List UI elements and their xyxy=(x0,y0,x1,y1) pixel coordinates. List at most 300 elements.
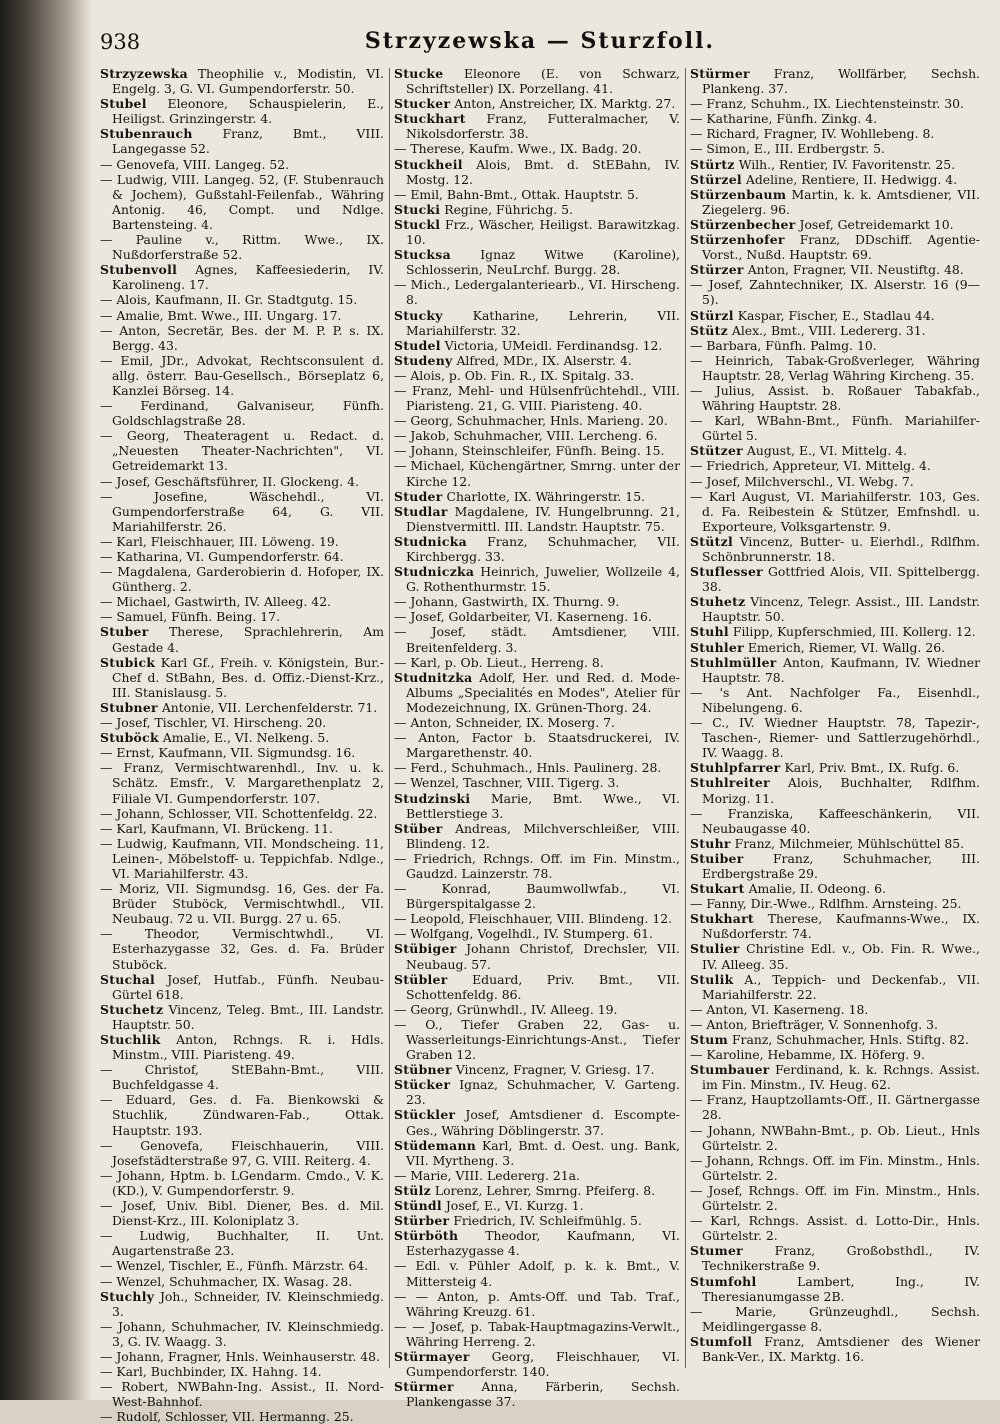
entry-details: Franz, Wollfärber, Sechsh. Plankeng. 37. xyxy=(702,66,980,97)
entry-details: — Johann, Hptm. b. LGendarm. Cmdo., V. K. (KD.), V. Gumpendorferstr. 9. xyxy=(100,1167,384,1198)
entry-details: Victoria, UMeidl. Ferdinandsg. 12. xyxy=(440,337,663,353)
entry-details: Franz, Futteralmacher, V. Nikolsdorferstr. 38. xyxy=(406,111,680,142)
directory-entry xyxy=(394,911,680,926)
entry-details: Franz, Schuhmacher, III. Erdbergstraße 29. xyxy=(702,850,980,881)
entry-details: — Georg, Schuhmacher, Hnls. Marieng. 20. xyxy=(394,413,668,429)
directory-entry xyxy=(394,1138,680,1168)
entry-surname: Stum xyxy=(690,1032,728,1047)
entry-details: A., Teppich- und Deckenfab., VII. Mariahilferstr. 22. xyxy=(702,971,980,1002)
book-gutter xyxy=(0,0,92,1400)
entry-surname: Stulier xyxy=(690,941,740,957)
directory-entry xyxy=(690,806,980,836)
entry-surname: Stübler xyxy=(394,971,448,987)
entry-details: — Karl, p. Ob. Lieut., Herreng. 8. xyxy=(394,654,604,670)
entry-details: Georg, Fleischhauer, VI. Gumpendorferstr. 140. xyxy=(406,1348,680,1380)
directory-entry xyxy=(690,1062,980,1092)
entry-surname: Studnitzka xyxy=(394,669,473,685)
directory-entry xyxy=(100,1228,384,1258)
directory-entry xyxy=(690,383,980,413)
entry-details: Eduard, Priv. Bmt., VII. Schottenfeldg. 86. xyxy=(406,971,680,1002)
entry-details: — — Anton, p. Amts-Off. und Tab. Traf., Währing Kreuzg. 61. xyxy=(394,1288,680,1319)
directory-entry xyxy=(100,972,384,1002)
directory-entry xyxy=(690,96,980,111)
entry-surname: Stücker xyxy=(394,1077,451,1093)
entry-details: Katharine, Lehrerin, VII. Mariahilferstr. 32. xyxy=(406,307,680,338)
entry-details: Anna, Färberin, Sechsh. Plankengasse 37. xyxy=(406,1379,680,1410)
entry-details: Martin, k. k. Amtsdiener, VII. Ziegelerg. 96. xyxy=(702,186,980,217)
entry-details: — Ferdinand, Galvaniseur, Fünfh. Goldschlagstraße 28. xyxy=(100,398,384,429)
directory-entry xyxy=(100,534,384,549)
directory-entry xyxy=(394,609,680,624)
directory-entry xyxy=(100,926,384,971)
directory-entry xyxy=(394,308,680,338)
entry-details: — O., Tiefer Graben 22, Gas- u. Wasserleitungs-Einrichtungs-Anst., Tiefer Graben 12. xyxy=(394,1016,680,1063)
entry-details: Anton, Fragner, VII. Neustiftg. 48. xyxy=(743,262,964,278)
entry-details: — Eduard, Ges. d. Fa. Bienkowski & Stuchlik, Zündwaren-Fab., Ottak. Hauptstr. 193. xyxy=(100,1092,384,1138)
directory-entry xyxy=(690,474,980,489)
directory-entry xyxy=(100,232,384,262)
column-divider xyxy=(389,68,390,1368)
entry-details: — Johann, Schuhmacher, IV. Kleinschmiedg. 3, G. IV. Waagg. 3. xyxy=(100,1318,384,1349)
directory-entry xyxy=(394,202,680,217)
directory-entry xyxy=(100,1168,384,1198)
entry-details: — Josef, Milchverschl., VI. Webg. 7. xyxy=(690,473,914,489)
entry-details: — Anton, Schneider, IX. Moserg. 7. xyxy=(394,715,615,731)
directory-entry xyxy=(100,1002,384,1032)
entry-details: — Konrad, Baumwollwfab., VI. Bürgerspitalgasse 2. xyxy=(394,881,680,912)
entry-details: Wilh., Rentier, IV. Favoritenstr. 25. xyxy=(734,156,956,172)
entry-details: — Christof, StEBahn-Bmt., VIII. Buchfeldgasse 4. xyxy=(100,1062,384,1093)
directory-entry xyxy=(690,187,980,217)
entry-details: — Anton, Factor b. Staatsdruckerei, IV. Margarethenstr. 40. xyxy=(394,730,680,761)
directory-entry xyxy=(394,534,680,564)
entry-details: — Johann, Gastwirth, IX. Thurng. 9. xyxy=(394,594,620,610)
entry-surname: Stürtz xyxy=(690,156,735,172)
entry-details: — Ludwig, VIII. Langeg. 52, (F. Stubenrauch & Jochem), Gußstahl-Feilenfab., Währing Antonig. 46, Compt. und Ndlge. Bartensteing. 4. xyxy=(100,171,384,232)
entry-surname: Stumbauer xyxy=(690,1062,770,1078)
directory-entry xyxy=(690,836,980,851)
entry-surname: Stübner xyxy=(394,1062,452,1078)
entry-surname: Stuhler xyxy=(690,639,744,655)
entry-surname: Studel xyxy=(394,337,441,353)
directory-entry xyxy=(690,640,980,655)
entry-details: — Emil, Bahn-Bmt., Ottak. Hauptstr. 5. xyxy=(394,186,639,202)
entry-surname: Stumer xyxy=(690,1243,744,1259)
entry-details: — Theodor, Vermischtwhdl., VI. Esterhazygasse 32, Ges. d. Fa. Brüder Stuböck. xyxy=(100,926,384,972)
entry-details: — Anton, VI. Kaserneng. 18. xyxy=(690,1001,869,1017)
directory-entry xyxy=(690,277,980,307)
directory-entry xyxy=(100,609,384,624)
entry-surname: Stulik xyxy=(690,971,734,987)
entry-details: Alois, Bmt. d. StEBahn, IV. Mostg. 12. xyxy=(406,156,680,187)
entry-details: Vincenz, Fragner, V. Griesg. 17. xyxy=(451,1062,655,1078)
entry-details: Anton, Rchngs. R. i. Hdls. Minstm., VIII. Piaristeng. 49. xyxy=(112,1032,384,1063)
directory-entry xyxy=(394,489,680,504)
entry-details: — Jakob, Schuhmacher, VIII. Lercheng. 6. xyxy=(394,428,658,444)
entry-details: — Josef, Zahntechniker, IX. Alserstr. 16 (9—5). xyxy=(690,277,980,308)
entry-surname: Stückler xyxy=(394,1107,456,1123)
entry-details: Franz, Milchmeier, Mühlschüttel 85. xyxy=(730,835,965,851)
entry-details: — Wenzel, Tischler, E., Fünfh. Märzstr. 64. xyxy=(100,1258,369,1274)
entry-details: — Amalie, Bmt. Wwe., III. Ungarg. 17. xyxy=(100,307,342,323)
entry-details: — Franziska, Kaffeeschänkerin, VII. Neubaugasse 40. xyxy=(690,805,980,836)
entry-details: — Ferd., Schuhmach., Hnls. Paulinerg. 28. xyxy=(394,760,662,776)
column-2 xyxy=(394,66,680,1410)
directory-entry xyxy=(394,715,680,730)
entry-details: Adeline, Rentiere, II. Hedwigg. 4. xyxy=(741,171,958,187)
entry-details: Josef, Amtsdiener d. Escompte-Ges., Währing Döblingerstr. 37. xyxy=(406,1107,680,1138)
entry-surname: Stuflesser xyxy=(690,564,763,580)
directory-entry xyxy=(100,1274,384,1289)
column-3 xyxy=(690,66,980,1376)
entry-details: — Simon, E., III. Erdbergstr. 5. xyxy=(690,141,885,157)
entry-details: — Ludwig, Buchhalter, II. Unt. Augartenstraße 23. xyxy=(100,1228,384,1259)
directory-entry xyxy=(690,534,980,564)
directory-entry xyxy=(100,806,384,821)
directory-entry xyxy=(394,1349,680,1379)
directory-entry xyxy=(690,157,980,172)
directory-entry xyxy=(394,247,680,277)
directory-entry xyxy=(394,791,680,821)
directory-entry xyxy=(690,353,980,383)
entry-surname: Stubel xyxy=(100,96,147,112)
entry-details: Franz, Großobsthdl., IV. Technikerstraße 9. xyxy=(702,1243,980,1274)
entry-details: Emerich, Riemer, VI. Wallg. 26. xyxy=(743,639,946,655)
directory-entry xyxy=(690,308,980,323)
directory-entry xyxy=(690,126,980,141)
entry-details: — Franz, Vermischtwarenhdl., Inv. u. k. Schätz. Emsfr., V. Margarethenplatz 2, Filiale VI. Gumpendorferstr. 107. xyxy=(100,760,384,806)
directory-entry xyxy=(394,1228,680,1258)
entry-details: — Julius, Assist. b. Roßauer Tabakfab., Währing Hauptstr. 28. xyxy=(690,382,980,414)
directory-entry xyxy=(690,489,980,534)
directory-entry xyxy=(100,1092,384,1137)
directory-entry xyxy=(100,292,384,307)
entry-surname: Stützl xyxy=(690,533,733,549)
directory-entry xyxy=(100,655,384,700)
column-1 xyxy=(100,66,384,1424)
directory-entry xyxy=(394,443,680,458)
entry-details: Ignaz, Schuhmacher, V. Garteng. 23. xyxy=(406,1077,680,1108)
directory-entry xyxy=(100,730,384,745)
directory-entry xyxy=(100,1319,384,1349)
directory-entry xyxy=(100,262,384,292)
entry-details: Regine, Führichg. 5. xyxy=(440,201,574,217)
entry-details: — Josef, Univ. Bibl. Diener, Bes. d. Mil. Dienst-Krz., III. Koloniplatz 3. xyxy=(100,1198,384,1229)
entry-surname: Studniczka xyxy=(394,564,475,580)
entry-details: — Robert, NWBahn-Ing. Assist., II. Nord-West-Bahnhof. xyxy=(100,1379,384,1410)
entry-details: Kaspar, Fischer, E., Stadlau 44. xyxy=(733,307,935,323)
entry-details: — Katharina, VI. Gumpendorferstr. 64. xyxy=(100,549,344,564)
directory-entry xyxy=(690,262,980,277)
directory-entry xyxy=(100,821,384,836)
entry-details: — Georg, Grünwhdl., IV. Alleeg. 19. xyxy=(394,1001,618,1017)
entry-surname: Stubner xyxy=(100,699,158,715)
directory-entry xyxy=(394,96,680,111)
entry-details: — Marie, Grünzeughdl., Sechsh. Meidlingergasse 8. xyxy=(690,1303,980,1334)
entry-details: Charlotte, IX. Währingerstr. 15. xyxy=(442,488,646,504)
entry-details: — Fanny, Dir.-Wwe., Rdlfhm. Arnsteing. 25. xyxy=(690,896,962,912)
directory-entry xyxy=(394,338,680,353)
directory-entry xyxy=(394,670,680,715)
directory-entry xyxy=(100,126,384,156)
entry-details: Therese, Kaufmanns-Wwe., IX. Nußdorferstr. 74. xyxy=(702,911,980,942)
directory-entry xyxy=(690,564,980,594)
entry-details: Joh., Schneider, IV. Kleinschmiedg. 3. xyxy=(112,1288,384,1319)
entry-surname: Stübiger xyxy=(394,941,457,957)
entry-surname: Stumfohl xyxy=(690,1273,757,1289)
entry-details: Christine Edl. v., Ob. Fin. R. Wwe., IV. Alleeg. 35. xyxy=(702,941,980,972)
entry-details: Josef, Getreidemarkt 10. xyxy=(795,216,954,232)
entry-details: Anton, Anstreicher, IX. Marktg. 27. xyxy=(450,96,676,112)
entry-details: — Leopold, Fleischhauer, VIII. Blindeng. 12. xyxy=(394,911,673,927)
entry-surname: Stütz xyxy=(690,322,728,338)
directory-entry xyxy=(394,821,680,851)
entry-details: Ignaz Witwe (Karoline), Schlosserin, NeuLrchf. Burgg. 28. xyxy=(406,247,680,278)
directory-entry xyxy=(394,428,680,443)
directory-entry xyxy=(690,715,980,760)
entry-details: Alex., Bmt., VIII. Ledererg. 31. xyxy=(727,322,926,338)
directory-entry xyxy=(394,277,680,307)
entry-surname: Stuckheil xyxy=(394,156,463,172)
directory-entry xyxy=(690,1032,980,1047)
entry-details: — Michael, Gastwirth, IV. Alleeg. 42. xyxy=(100,594,332,610)
entry-details: Alfred, MDr., IX. Alserstr. 4. xyxy=(452,352,632,368)
entry-details: — Josef, Rchngs. Off. im Fin. Minstm., Hnls. Gürtelstr. 2. xyxy=(690,1182,980,1214)
running-head: Strzyzewska — Sturzfoll. xyxy=(364,28,716,54)
directory-entry xyxy=(690,1304,980,1334)
entry-surname: Stürzl xyxy=(690,307,734,323)
entry-details: Franz, Amtsdiener des Wiener Bank-Ver., IX. Marktg. 16. xyxy=(702,1333,980,1364)
entry-surname: Stukhart xyxy=(690,911,754,927)
entry-details: Josef, E., VI. Kurzg. 1. xyxy=(441,1198,584,1214)
directory-entry xyxy=(690,624,980,639)
entry-surname: Stucke xyxy=(394,66,444,81)
entry-details: — Josef, Tischler, VI. Hirscheng. 20. xyxy=(100,715,327,731)
entry-surname: Stüber xyxy=(394,820,443,836)
page-header xyxy=(100,24,980,64)
entry-details: — C., IV. Wiedner Hauptstr. 78, Tapezir-, Taschen-, Riemer- und Sattlerzugehörhdl., IV. Waagg. 8. xyxy=(690,715,980,761)
directory-entry xyxy=(100,624,384,654)
entry-surname: Studlar xyxy=(394,503,448,519)
entry-details: — Moriz, VII. Sigmundsg. 16, Ges. der Fa. Brüder Stuböck, Vermischtwhdl., VII. Neubaug. 72 u. VII. Burgg. 27 u. 65. xyxy=(100,881,384,927)
directory-entry xyxy=(394,1258,680,1288)
entry-details: — Karoline, Hebamme, IX. Höferg. 9. xyxy=(690,1047,925,1063)
entry-details: — Ernst, Kaufmann, VII. Sigmundsg. 16. xyxy=(100,745,356,761)
directory-entry xyxy=(690,1153,980,1183)
entry-details: — Marie, VIII. Ledererg. 21a. xyxy=(394,1167,580,1183)
column-divider xyxy=(685,68,686,1368)
entry-details: — Friedrich, Appreteur, VI. Mittelg. 4. xyxy=(690,458,931,474)
directory-columns xyxy=(100,66,980,1424)
entry-surname: Stucky xyxy=(394,307,443,323)
directory-entry xyxy=(100,308,384,323)
entry-details: — Mich., Ledergalanteriearb., VI. Hirscheng. 8. xyxy=(394,277,680,308)
entry-details: Vincenz, Butter- u. Eierhdl., Rdlfhm. Schönbrunnerstr. 18. xyxy=(702,533,980,564)
entry-details: — Franz, Hauptzollamts-Off., II. Gärtnergasse 28. xyxy=(690,1092,980,1123)
entry-surname: Stürböth xyxy=(394,1228,459,1244)
entry-details: — Karl, Buchbinder, IX. Hahng. 14. xyxy=(100,1364,322,1380)
entry-surname: Stülz xyxy=(394,1182,431,1198)
entry-surname: Studeny xyxy=(394,352,453,368)
directory-entry xyxy=(100,1409,384,1424)
entry-surname: Stürzel xyxy=(690,171,742,187)
directory-entry xyxy=(394,157,680,187)
directory-entry xyxy=(100,96,384,126)
directory-entry xyxy=(690,111,980,126)
entry-details: — Anton, Secretär, Bes. der M. P. P. s. IX. Bergg. 43. xyxy=(100,322,384,353)
entry-details: — Karl, Kaufmann, VI. Brückeng. 11. xyxy=(100,820,333,836)
directory-entry xyxy=(100,594,384,609)
entry-surname: Stuchetz xyxy=(100,1001,164,1017)
entry-surname: Stürmer xyxy=(690,66,750,81)
directory-entry xyxy=(690,458,980,473)
entry-surname: Stürzenbaum xyxy=(690,186,787,202)
entry-details: Ferdinand, k. k. Rchngs. Assist. im Fin. Minstm., IV. Heug. 62. xyxy=(702,1062,980,1093)
directory-entry xyxy=(394,851,680,881)
entry-details: — Emil, JDr., Advokat, Rechtsconsulent d. allg. österr. Bau-Gesellsch., Börseplatz 6, Kanzlei Börseg. 14. xyxy=(100,352,384,398)
directory-entry xyxy=(394,1289,680,1319)
entry-details: Josef, Hutfab., Fünfh. Neubau-Gürtel 618. xyxy=(112,971,384,1002)
entry-details: Franz, Schuhmacher, VII. Kirchbergg. 33. xyxy=(406,533,680,564)
entry-details: — Johann, Rchngs. Off. im Fin. Minstm., Hnls. Gürtelstr. 2. xyxy=(690,1152,980,1183)
entry-details: Vincenz, Teleg. Bmt., III. Landstr. Hauptstr. 50. xyxy=(112,1001,384,1032)
entry-surname: Stucksa xyxy=(394,247,451,263)
entry-details: Heinrich, Juwelier, Wollzeile 4, G. Rothenthurmstr. 15. xyxy=(406,564,680,595)
directory-entry xyxy=(394,775,680,790)
directory-entry xyxy=(394,504,680,534)
directory-entry xyxy=(394,458,680,488)
entry-details: Andreas, Milchverschleißer, VIII. Blindeng. 12. xyxy=(406,820,680,851)
directory-entry xyxy=(100,549,384,564)
directory-entry xyxy=(690,1213,980,1243)
directory-entry xyxy=(100,428,384,473)
entry-details: August, E., VI. Mittelg. 4. xyxy=(742,443,908,459)
entry-details: Alois, Buchhalter, Rdlfhm. Morizg. 11. xyxy=(702,775,980,806)
directory-entry xyxy=(690,66,980,96)
entry-surname: Stürber xyxy=(394,1213,450,1229)
entry-details: Johann Christof, Drechsler, VII. Neubaug. 57. xyxy=(406,941,680,972)
directory-entry xyxy=(100,353,384,398)
directory-entry xyxy=(100,66,384,96)
entry-details: — Genovefa, VIII. Langeg. 52. xyxy=(100,156,290,172)
entry-details: Eleonore, Schauspielerin, E., Heiligst. Grinzingerstr. 4. xyxy=(112,96,384,127)
directory-entry xyxy=(690,1274,980,1304)
directory-entry xyxy=(100,700,384,715)
entry-details: Frz., Wäscher, Heiligst. Barawitzkag. 10. xyxy=(406,216,680,248)
directory-entry xyxy=(690,972,980,1002)
entry-details: Karl Gf., Freih. v. Königstein, Bur.-Chef d. StBahn, Bes. d. Offiz.-Dienst-Krz., III. Stanislausg. 5. xyxy=(112,654,384,700)
directory-entry xyxy=(394,972,680,1002)
directory-entry xyxy=(690,775,980,805)
directory-entry xyxy=(394,655,680,670)
entry-details: Amalie, II. Odeong. 6. xyxy=(744,881,886,897)
entry-details: — Karl, WBahn-Bmt., Fünfh. Mariahilfer-Gürtel 5. xyxy=(690,413,980,444)
directory-entry xyxy=(394,383,680,413)
entry-surname: Studnicka xyxy=(394,533,467,549)
entry-details: — Pauline v., Rittm. Wwe., IX. Nußdorferstraße 52. xyxy=(100,232,384,263)
entry-surname: Stuhlreiter xyxy=(690,775,770,791)
entry-details: Anton, Kaufmann, IV. Wiedner Hauptstr. 78. xyxy=(702,654,980,685)
directory-entry xyxy=(690,760,980,775)
directory-entry xyxy=(690,896,980,911)
entry-details: Theodor, Kaufmann, VI. Esterhazygasse 4. xyxy=(406,1228,680,1259)
directory-entry xyxy=(394,111,680,141)
directory-entry xyxy=(690,685,980,715)
entry-surname: Studer xyxy=(394,488,443,504)
entry-details: — Heinrich, Tabak-Großverleger, Währing Hauptstr. 28, Verlag Währing Kircheng. 35. xyxy=(690,352,980,383)
directory-entry xyxy=(100,715,384,730)
directory-entry xyxy=(690,851,980,881)
directory-entry xyxy=(394,730,680,760)
entry-details: Karl, Bmt. d. Oest. ung. Bank, VII. Myrtheng. 3. xyxy=(406,1137,680,1168)
entry-details: Franz, Bmt., VIII. Langegasse 52. xyxy=(112,126,384,157)
entry-surname: Stuhetz xyxy=(690,594,746,610)
entry-surname: Stürmayer xyxy=(394,1348,470,1364)
entry-details: Magdalene, IV. Hungelbrunng. 21, Dienstvermittl. III. Landstr. Hauptstr. 75. xyxy=(406,503,680,534)
entry-surname: Stürmer xyxy=(394,1379,454,1395)
entry-surname: Stürzer xyxy=(690,262,744,278)
entry-details: — Anton, Briefträger, V. Sonnenhofg. 3. xyxy=(690,1016,938,1032)
directory-entry xyxy=(100,323,384,353)
entry-details: Filipp, Kupferschmied, III. Kollerg. 12. xyxy=(728,624,976,640)
directory-entry xyxy=(394,1002,680,1017)
directory-entry xyxy=(394,1062,680,1077)
entry-details: — Franz, Schuhm., IX. Liechtensteinstr. 30. xyxy=(690,96,964,112)
entry-details: — Franz, Mehl- und Hülsenfrüchtehdl., VIII. Piaristeng. 21, G. VIII. Piaristeng. 40. xyxy=(394,382,680,414)
entry-details: — Georg, Theateragent u. Redact. d. „Neuesten Theater-Nachrichten", VI. Getreidemarkt 13. xyxy=(100,428,384,474)
directory-entry xyxy=(690,1047,980,1062)
entry-surname: Stuchly xyxy=(100,1288,155,1304)
entry-surname: Stubick xyxy=(100,654,156,670)
entry-details: — Wolfgang, Vogelhdl., IV. Stumperg. 61. xyxy=(394,926,653,942)
directory-entry xyxy=(100,836,384,881)
entry-details: — Josef, Goldarbeiter, VI. Kaserneng. 16. xyxy=(394,609,652,625)
entry-details: — Richard, Fragner, IV. Wohllebeng. 8. xyxy=(690,126,935,142)
entry-details: — Josef, Geschäftsführer, II. Glockeng. 4. xyxy=(100,473,359,489)
directory-entry xyxy=(394,624,680,654)
directory-entry xyxy=(394,66,680,96)
directory-entry xyxy=(100,745,384,760)
directory-entry xyxy=(100,1364,384,1379)
directory-entry xyxy=(690,1123,980,1153)
directory-entry xyxy=(394,941,680,971)
entry-surname: Stuböck xyxy=(100,730,159,746)
directory-entry xyxy=(394,1107,680,1137)
directory-entry xyxy=(394,368,680,383)
directory-entry xyxy=(100,172,384,232)
directory-entry xyxy=(394,1319,680,1349)
directory-entry xyxy=(100,564,384,594)
entry-details: — Barbara, Fünfh. Palmg. 10. xyxy=(690,337,877,353)
entry-details: — Karl August, VI. Mariahilferstr. 103, Ges. d. Fa. Reibestein & Stützer, Emfnshdl. u. Exporteure, Volksgartenstr. 9. xyxy=(690,488,980,534)
directory-entry xyxy=(394,881,680,911)
entry-details: — Ludwig, Kaufmann, VII. Mondscheing. 11, Leinen-, Möbelstoff- u. Teppichfab. Ndlge., VI. Mariahilferstr. 43. xyxy=(100,835,384,881)
directory-entry xyxy=(394,926,680,941)
entry-details: — 's Ant. Nachfolger Fa., Eisenhdl., Nibelungeng. 6. xyxy=(690,684,980,715)
entry-details: Antonie, VII. Lerchenfelderstr. 71. xyxy=(157,699,378,715)
entry-details: — Johann, NWBahn-Bmt., p. Ob. Lieut., Hnls Gürtelstr. 2. xyxy=(690,1122,980,1153)
directory-entry xyxy=(690,232,980,262)
entry-surname: Stündl xyxy=(394,1198,442,1214)
directory-entry xyxy=(100,1138,384,1168)
entry-details: — Wenzel, Schuhmacher, IX. Wasag. 28. xyxy=(100,1273,353,1289)
entry-surname: Stuckhart xyxy=(394,111,466,127)
directory-entry xyxy=(100,157,384,172)
entry-surname: Studzinski xyxy=(394,790,471,806)
entry-details: — Samuel, Fünfh. Being. 17. xyxy=(100,609,281,625)
directory-entry xyxy=(100,398,384,428)
directory-entry xyxy=(690,1017,980,1032)
